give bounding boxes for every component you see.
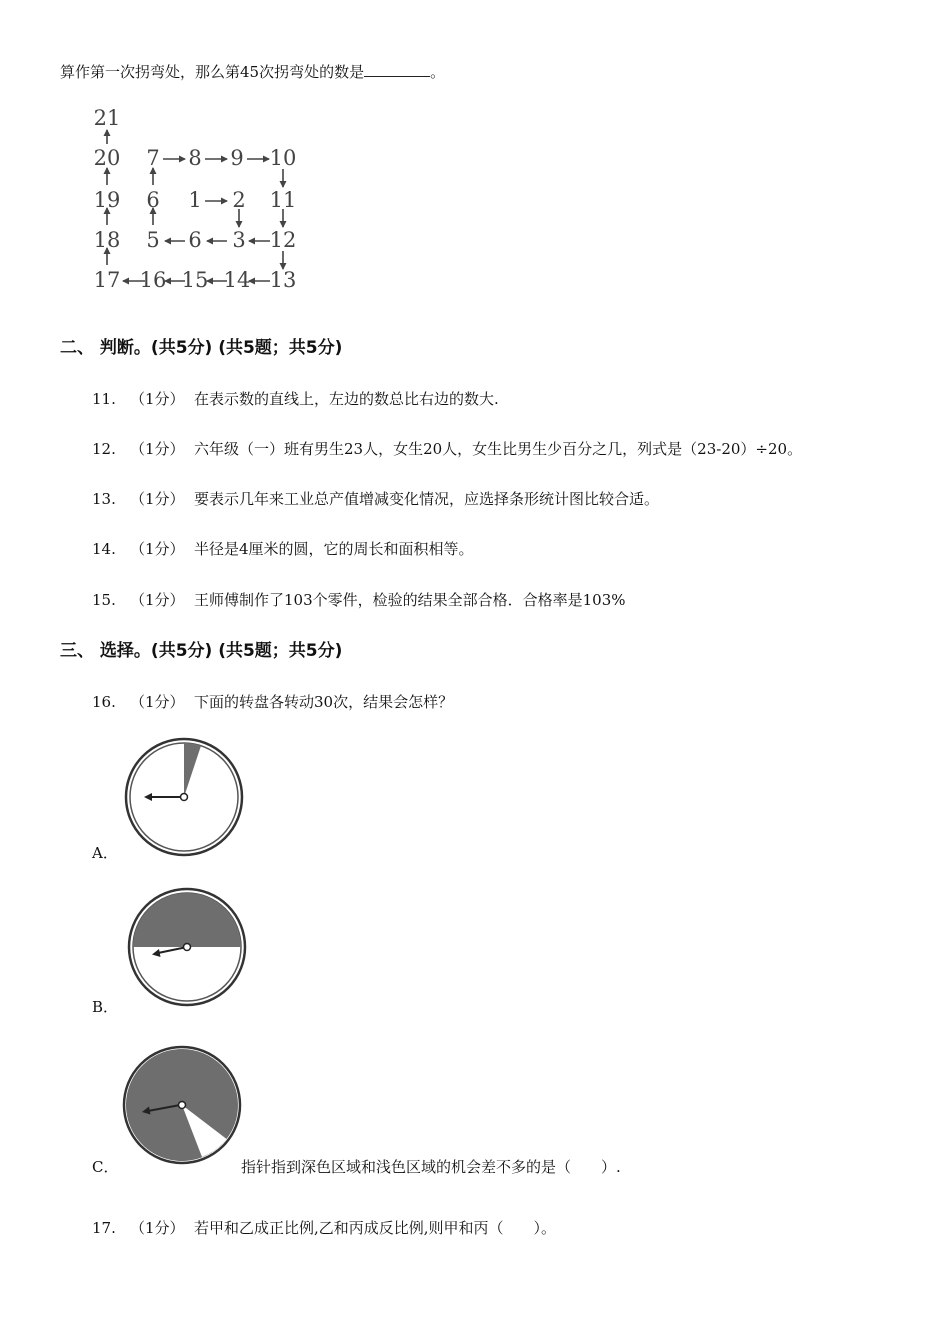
question-number: 15. (92, 591, 116, 609)
spiral-number: 2 (232, 188, 246, 212)
spiral-number: 19 (93, 188, 121, 212)
question-score: （1分） (130, 693, 185, 711)
spinner-b-image (125, 885, 249, 1009)
option-b-label[interactable]: B． (92, 998, 119, 1016)
spiral-number: 21 (93, 106, 121, 130)
question-number: 16. (92, 693, 116, 711)
spiral-number: 13 (269, 268, 297, 292)
option-a-label[interactable]: A． (92, 844, 118, 862)
spiral-number: 8 (188, 146, 202, 170)
spinner-c-image (122, 1043, 244, 1167)
question-text: 在表示数的直线上，左边的数总比右边的数大. (194, 390, 499, 408)
spiral-number: 20 (93, 146, 121, 170)
spiral-number: 6 (146, 188, 160, 212)
spiral-number: 3 (232, 228, 246, 252)
question-score: （1分） (130, 390, 185, 408)
question-number: 13. (92, 490, 116, 508)
question-score: （1分） (130, 540, 185, 558)
question-score: （1分） (130, 440, 185, 458)
spiral-number: 18 (93, 228, 121, 252)
option-c-label[interactable]: C． (92, 1158, 119, 1176)
question-text: 半径是4厘米的圆，它的周长和面积相等。 (194, 540, 474, 558)
question-16 (92, 692, 453, 712)
spiral-number: 17 (93, 268, 121, 292)
spiral-number: 14 (223, 268, 251, 292)
spiral-number: 1 (188, 188, 202, 212)
spiral-number: 12 (269, 228, 297, 252)
question-12 (92, 439, 802, 459)
intro-end: 。 (430, 63, 446, 81)
spinner-a-image (122, 737, 246, 859)
question-number: 12. (92, 440, 116, 458)
question-score: （1分） (130, 490, 185, 508)
question-text: 下面的转盘各转动30次，结果会怎样？ (194, 693, 454, 711)
spinner-b-dark-half (133, 893, 241, 947)
spiral-number: 9 (230, 146, 244, 170)
question-11 (92, 389, 499, 409)
spiral-number: 7 (146, 146, 160, 170)
spiral-number: 5 (146, 228, 160, 252)
question-15 (92, 590, 626, 610)
question-number: 14. (92, 540, 116, 558)
question-13 (92, 489, 659, 509)
section3-title: 三、 选择。(共5分) (共5题；共5分) (60, 641, 343, 661)
question-14 (92, 539, 474, 559)
question-score: （1分） (130, 591, 185, 609)
spiral-number: 10 (269, 146, 297, 170)
intro-text: 算作第一次拐弯处，那么第45次拐弯处的数是 (60, 63, 365, 81)
question-16-prompt: 指针指到深色区域和浅色区域的机会差不多的是（ ）. (241, 1158, 621, 1176)
section2-title: 二、 判断。(共5分) (共5题；共5分) (60, 338, 343, 358)
spiral-number: 16 (139, 268, 167, 292)
answer-blank[interactable] (364, 62, 430, 77)
question-number: 11. (92, 390, 116, 408)
question-text: 六年级（一）班有男生23人，女生20人，女生比男生少百分之几，列式是（23-20）÷20。 (194, 440, 803, 458)
spiral-number: 11 (269, 188, 297, 212)
spiral-number: 15 (181, 268, 209, 292)
spiral-diagram (85, 105, 315, 300)
question-text: 若甲和乙成正比例,乙和丙成反比例,则甲和丙（ ）。 (194, 1219, 557, 1237)
question-17 (92, 1218, 556, 1238)
question-number: 17. (92, 1219, 116, 1237)
spiral-number: 6 (188, 228, 202, 252)
question-score: （1分） (130, 1219, 185, 1237)
intro-line (60, 62, 445, 82)
question-text: 王师傅制作了103个零件，检验的结果全部合格．合格率是103% (194, 591, 626, 609)
question-text: 要表示几年来工业总产值增减变化情况，应选择条形统计图比较合适。 (194, 490, 660, 508)
